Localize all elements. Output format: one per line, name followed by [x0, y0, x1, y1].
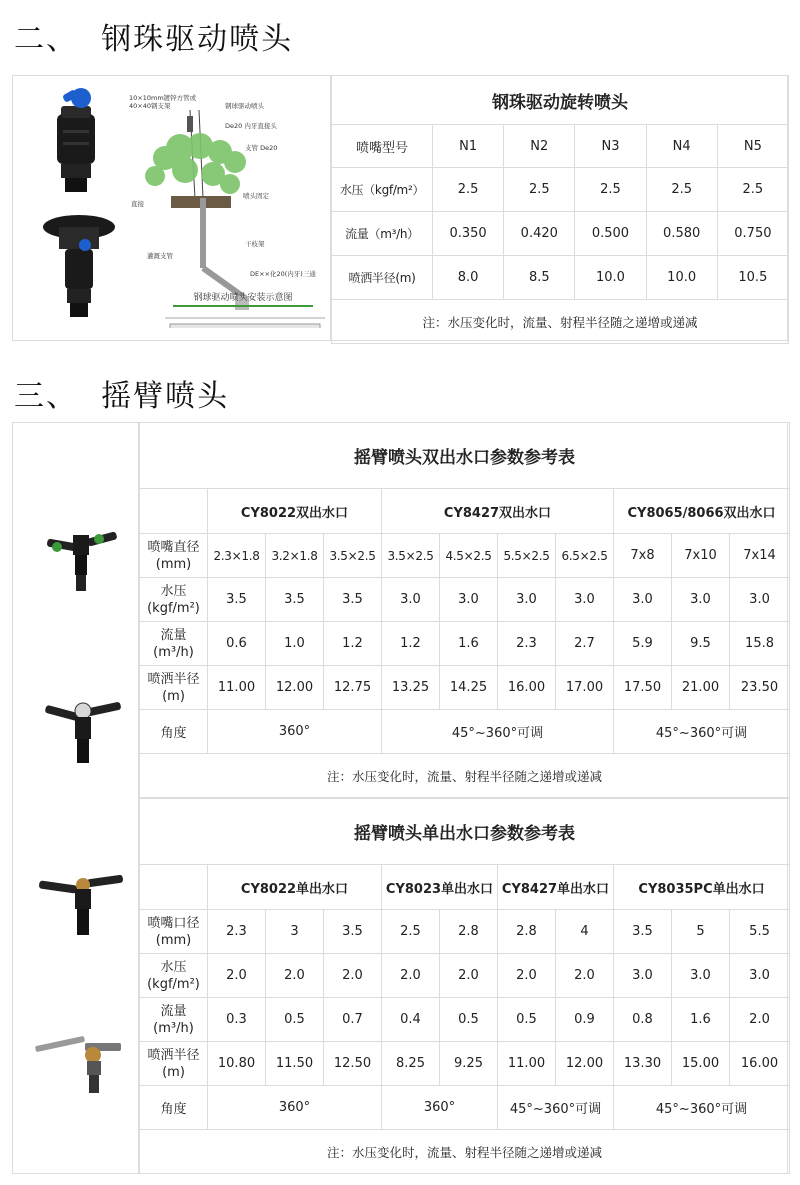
angle-label: 角度 — [140, 1086, 208, 1130]
value-cell: 11.00 — [498, 1042, 556, 1086]
model-cell: N2 — [504, 125, 575, 168]
value-cell: 12.00 — [266, 666, 324, 710]
value-cell: 14.25 — [440, 666, 498, 710]
diagram-label-2: 40×40钢支架 — [129, 102, 171, 110]
value-cell: 4.5×2.5 — [440, 534, 498, 578]
value-cell: 12.00 — [556, 1042, 614, 1086]
angle-cell: 45°~360°可调 — [382, 710, 614, 754]
single-table-title: 摇臂喷头单出水口参数参考表 — [140, 799, 790, 865]
value-cell: 3.0 — [440, 578, 498, 622]
value-cell: 3.5 — [208, 578, 266, 622]
rocker-sprinkler-photo-2 — [41, 693, 125, 773]
value-cell: 17.50 — [614, 666, 672, 710]
value-cell: 21.00 — [672, 666, 730, 710]
diagram-caption: 钢球驱动喷头安装示意图 — [173, 290, 313, 307]
value-cell: 13.25 — [382, 666, 440, 710]
value-cell: 2.0 — [208, 954, 266, 998]
value-cell: 0.4 — [382, 998, 440, 1042]
value-cell: 10.5 — [717, 256, 788, 300]
value-cell: 13.30 — [614, 1042, 672, 1086]
value-cell: 1.2 — [382, 622, 440, 666]
value-cell: 10.80 — [208, 1042, 266, 1086]
angle-cell: 360° — [382, 1086, 498, 1130]
value-cell: 11.50 — [266, 1042, 324, 1086]
value-cell: 2.3×1.8 — [208, 534, 266, 578]
value-cell: 2.0 — [730, 998, 790, 1042]
group-header: CY8023单出水口 — [382, 865, 498, 910]
value-cell: 16.00 — [498, 666, 556, 710]
value-cell: 3.0 — [614, 578, 672, 622]
angle-cell: 45°~360°可调 — [614, 710, 790, 754]
section-title-rocker: 三、 摇臂喷头 — [14, 379, 230, 414]
value-cell: 9.25 — [440, 1042, 498, 1086]
row-label: 喷洒半径 (m) — [140, 1042, 208, 1086]
value-cell: 7x10 — [672, 534, 730, 578]
value-cell: 2.5 — [646, 168, 717, 212]
diagram-label-3: 钢球驱动喷头 — [225, 102, 264, 110]
value-cell: 23.50 — [730, 666, 790, 710]
value-cell: 2.3 — [498, 622, 556, 666]
row-label: 水压（kgf/m²） — [332, 168, 433, 212]
value-cell: 8.25 — [382, 1042, 440, 1086]
value-cell: 0.500 — [575, 212, 646, 256]
value-cell: 1.0 — [266, 622, 324, 666]
value-cell: 2.0 — [324, 954, 382, 998]
value-cell: 5 — [672, 910, 730, 954]
value-cell: 0.350 — [433, 212, 504, 256]
value-cell: 7x14 — [730, 534, 790, 578]
diagram-label-1: 10×10mm镀锌方管或 — [129, 94, 197, 102]
header-label: 喷嘴型号 — [332, 125, 433, 168]
steel-ball-sprinkler-photo-2 — [39, 211, 119, 321]
diagram-label-5: 支管 De20 — [245, 144, 278, 152]
value-cell: 16.00 — [730, 1042, 790, 1086]
value-cell: 1.6 — [672, 998, 730, 1042]
value-cell: 2.8 — [440, 910, 498, 954]
value-cell: 0.9 — [556, 998, 614, 1042]
value-cell: 0.420 — [504, 212, 575, 256]
value-cell: 0.580 — [646, 212, 717, 256]
angle-cell: 360° — [208, 710, 382, 754]
value-cell: 3.2×1.8 — [266, 534, 324, 578]
row-label: 喷嘴口径 (mm) — [140, 910, 208, 954]
steel-ball-table-title: 钢珠驱动旋转喷头 — [332, 76, 789, 125]
value-cell: 2.5 — [433, 168, 504, 212]
value-cell: 11.00 — [208, 666, 266, 710]
angle-cell: 360° — [208, 1086, 382, 1130]
value-cell: 0.3 — [208, 998, 266, 1042]
steel-ball-image-area — [13, 76, 331, 340]
value-cell: 3.0 — [382, 578, 440, 622]
row-label: 水压 (kgf/m²) — [140, 954, 208, 998]
row-label: 流量 (m³/h) — [140, 622, 208, 666]
section-title-steel-ball: 二、 钢珠驱动喷头 — [14, 22, 294, 57]
value-cell: 3.5×2.5 — [382, 534, 440, 578]
row-label: 喷洒半径 (m) — [140, 666, 208, 710]
row-label: 流量 (m³/h) — [140, 998, 208, 1042]
value-cell: 3.0 — [498, 578, 556, 622]
diagram-label-6: 直接 — [131, 200, 144, 208]
model-cell: N4 — [646, 125, 717, 168]
value-cell: 7x8 — [614, 534, 672, 578]
rocker-sprinkler-photo-3 — [37, 863, 127, 943]
value-cell: 0.7 — [324, 998, 382, 1042]
value-cell: 5.9 — [614, 622, 672, 666]
value-cell: 3.0 — [672, 954, 730, 998]
value-cell: 2.0 — [440, 954, 498, 998]
rocker-sprinkler-photo-4 — [31, 1021, 131, 1101]
value-cell: 3 — [266, 910, 324, 954]
value-cell: 0.5 — [266, 998, 324, 1042]
angle-label: 角度 — [140, 710, 208, 754]
value-cell: 8.0 — [433, 256, 504, 300]
diagram-label-7: 喷头固定 — [243, 192, 269, 200]
value-cell: 3.5 — [614, 910, 672, 954]
row-label: 喷嘴直径 (mm) — [140, 534, 208, 578]
model-cell: N1 — [433, 125, 504, 168]
value-cell: 2.5 — [717, 168, 788, 212]
value-cell: 12.75 — [324, 666, 382, 710]
row-label: 喷洒半径(m) — [332, 256, 433, 300]
value-cell: 2.3 — [208, 910, 266, 954]
value-cell: 2.7 — [556, 622, 614, 666]
value-cell: 3.0 — [730, 954, 790, 998]
value-cell: 5.5 — [730, 910, 790, 954]
value-cell: 0.750 — [717, 212, 788, 256]
steel-ball-table — [331, 75, 789, 344]
diagram-label-10: DE××化20(内牙)三通 — [250, 270, 316, 278]
value-cell: 10.0 — [575, 256, 646, 300]
value-cell: 3.5×2.5 — [324, 534, 382, 578]
double-table-title: 摇臂喷头双出水口参数参考表 — [140, 423, 790, 489]
group-header: CY8427双出水口 — [382, 489, 614, 534]
rocker-sprinkler-photo-1 — [43, 521, 123, 601]
value-cell: 15.8 — [730, 622, 790, 666]
value-cell: 3.0 — [614, 954, 672, 998]
steel-ball-panel — [12, 75, 788, 341]
value-cell: 2.0 — [556, 954, 614, 998]
value-cell: 2.0 — [382, 954, 440, 998]
group-header: CY8022双出水口 — [208, 489, 382, 534]
value-cell: 1.2 — [324, 622, 382, 666]
angle-cell: 45°~360°可调 — [498, 1086, 614, 1130]
value-cell: 3.5 — [266, 578, 324, 622]
value-cell: 17.00 — [556, 666, 614, 710]
rocker-panel — [12, 422, 788, 1174]
diagram-label-8: 干枝架 — [245, 240, 265, 248]
group-header: CY8065/8066双出水口 — [614, 489, 790, 534]
value-cell: 9.5 — [672, 622, 730, 666]
model-cell: N3 — [575, 125, 646, 168]
value-cell: 2.5 — [504, 168, 575, 212]
steel-ball-note: 注：水压变化时，流量、射程半径随之递增或递减 — [332, 300, 789, 344]
diagram-label-4: De20 内牙直接头 — [225, 122, 277, 130]
value-cell: 0.8 — [614, 998, 672, 1042]
value-cell: 0.6 — [208, 622, 266, 666]
double-outlet-table — [139, 422, 790, 798]
value-cell: 6.5×2.5 — [556, 534, 614, 578]
value-cell: 3.5 — [324, 578, 382, 622]
group-header: CY8022单出水口 — [208, 865, 382, 910]
single-table-note: 注：水压变化时，流量、射程半径随之递增或递减 — [140, 1130, 790, 1174]
value-cell: 2.5 — [575, 168, 646, 212]
value-cell: 2.0 — [498, 954, 556, 998]
value-cell: 10.0 — [646, 256, 717, 300]
row-label: 水压 (kgf/m²) — [140, 578, 208, 622]
value-cell: 2.5 — [382, 910, 440, 954]
group-header: CY8427单出水口 — [498, 865, 614, 910]
value-cell: 8.5 — [504, 256, 575, 300]
value-cell: 0.5 — [440, 998, 498, 1042]
single-outlet-table — [139, 798, 790, 1174]
value-cell: 4 — [556, 910, 614, 954]
value-cell: 3.0 — [556, 578, 614, 622]
value-cell: 2.0 — [266, 954, 324, 998]
rocker-image-column — [13, 423, 139, 1173]
angle-cell: 45°~360°可调 — [614, 1086, 790, 1130]
value-cell: 0.5 — [498, 998, 556, 1042]
value-cell: 12.50 — [324, 1042, 382, 1086]
row-label: 流量（m³/h） — [332, 212, 433, 256]
value-cell: 2.8 — [498, 910, 556, 954]
value-cell: 1.6 — [440, 622, 498, 666]
value-cell: 3.5 — [324, 910, 382, 954]
value-cell: 3.0 — [730, 578, 790, 622]
group-header: CY8035PC单出水口 — [614, 865, 790, 910]
steel-ball-sprinkler-photo-1 — [41, 86, 111, 196]
diagram-label-9: 灌溉支管 — [147, 252, 173, 260]
value-cell: 5.5×2.5 — [498, 534, 556, 578]
value-cell: 15.00 — [672, 1042, 730, 1086]
model-cell: N5 — [717, 125, 788, 168]
value-cell: 3.0 — [672, 578, 730, 622]
double-table-note: 注：水压变化时，流量、射程半径随之递增或递减 — [140, 754, 790, 798]
